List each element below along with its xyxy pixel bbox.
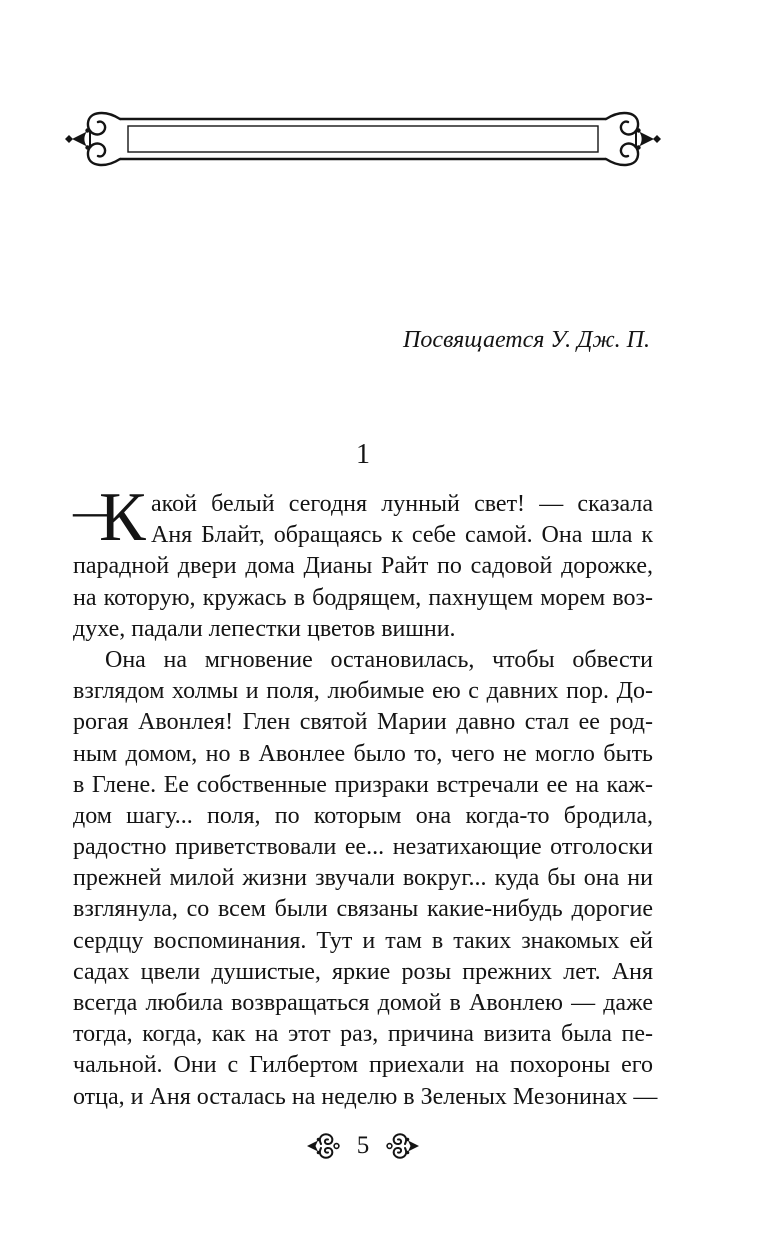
chapter-number: 1	[356, 439, 370, 470]
text-line: садах цвели душистые, яркие розы прежних лет. Аня	[73, 958, 653, 985]
text-line: отца, и Аня осталась на неделю в Зеленых Мезонинах —	[73, 1083, 658, 1110]
text-line: на которую, кружась в бодрящем, пахнущем морем воз-	[73, 584, 653, 611]
text-line: дом шагу... поля, по которым она когда-то бродила,	[73, 802, 653, 829]
text-line: акой белый сегодня лунный свет! — сказала	[151, 491, 653, 517]
text-line: духе, падали лепестки цветов вишни.	[73, 615, 456, 642]
chapter-header-frame-ornament-icon	[60, 105, 666, 169]
text-line: сердцу воспоминания. Тут и там в таких знакомых ей	[73, 927, 653, 954]
text-line: Она на мгновение остановилась, чтобы обвести	[105, 646, 653, 673]
text-line: чальной. Они с Гилбертом приехали на похороны его	[73, 1052, 653, 1079]
text-line: в Глене. Ее собственные призраки встречали ее на каж-	[73, 771, 653, 798]
page-footer	[73, 1131, 653, 1161]
text-line: тогда, когда, как на этот раз, причина визита была пе-	[73, 1021, 653, 1048]
page-number: 5	[356, 1132, 370, 1159]
text-line: всегда любила возвращаться домой в Авонлею — даже	[73, 990, 653, 1016]
footer-fleuron-right-icon	[386, 1131, 420, 1161]
body-text	[73, 479, 658, 1113]
text-line: прежней милой жизни звучали вокруг... куда бы она ни	[73, 865, 653, 892]
paragraph-1	[73, 479, 653, 645]
paragraph-2	[73, 645, 658, 1113]
text-line: радостно приветствовали ее... незатихающие отголоски	[73, 834, 653, 861]
text-line: парадной двери дома Дианы Райт по садовой дорожке,	[73, 553, 653, 580]
text-line: Аня Блайт, обращаясь к себе самой. Она шла к	[151, 522, 653, 549]
text-line: взглядом холмы и поля, любимые ею с давних пор. До-	[73, 678, 653, 705]
drop-cap: К	[99, 479, 146, 556]
footer-fleuron-left-icon	[306, 1131, 340, 1161]
em-dash: —	[73, 494, 105, 531]
dedication: Посвящается У. Дж. П.	[403, 327, 650, 353]
text-line: рогая Авонлея! Глен святой Марии давно стал ее род-	[73, 709, 653, 736]
text-line: взглянула, со всем были связаны какие-нибудь дорогие	[73, 896, 653, 923]
text-line: ным домом, но в Авонлее было то, чего не могло быть	[73, 740, 653, 767]
